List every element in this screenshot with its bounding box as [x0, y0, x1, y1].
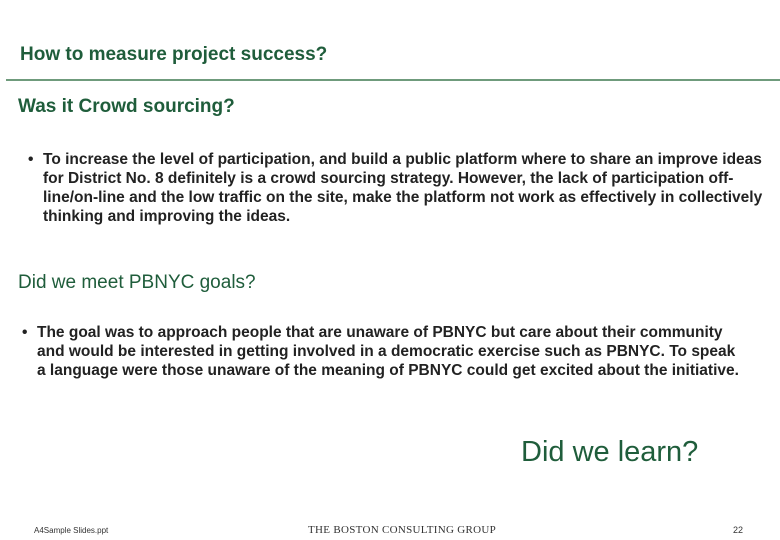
title-divider [6, 79, 780, 81]
bullet-text: To increase the level of participation, and build a public platform where to share an improve ideas for District No. 8 definitely is a crowd sourcing strategy. However, the lack of participation off-line/on-line and the low traffic on the site, make the platform not work as effectively in collectively thinking and improving the ideas. [43, 151, 763, 225]
bullet-icon: • [28, 151, 34, 168]
slide-title: How to measure project success? [20, 44, 328, 65]
bullet-list-crowdsourcing [28, 150, 763, 226]
footer-logo: THE BOSTON CONSULTING GROUP [308, 524, 497, 536]
bullet-icon: • [22, 324, 28, 341]
closing-question: Did we learn? [521, 436, 699, 468]
bullet-item [22, 323, 742, 380]
footer-file-name: A4Sample Slides.ppt [34, 526, 109, 535]
page-number: 22 [733, 525, 744, 535]
bullet-list-goals [22, 323, 742, 380]
bullet-text: The goal was to approach people that are unaware of PBNYC but care about their community and would be interested in getting involved in a democratic exercise such as PBNYC. To speak a language were those unaware of the meaning of PBNYC could get excited about the initiative. [37, 324, 739, 379]
bullet-item [28, 150, 763, 226]
section-heading-goals: Did we meet PBNYC goals? [18, 272, 256, 293]
section-heading-crowdsourcing: Was it Crowd sourcing? [18, 96, 235, 117]
